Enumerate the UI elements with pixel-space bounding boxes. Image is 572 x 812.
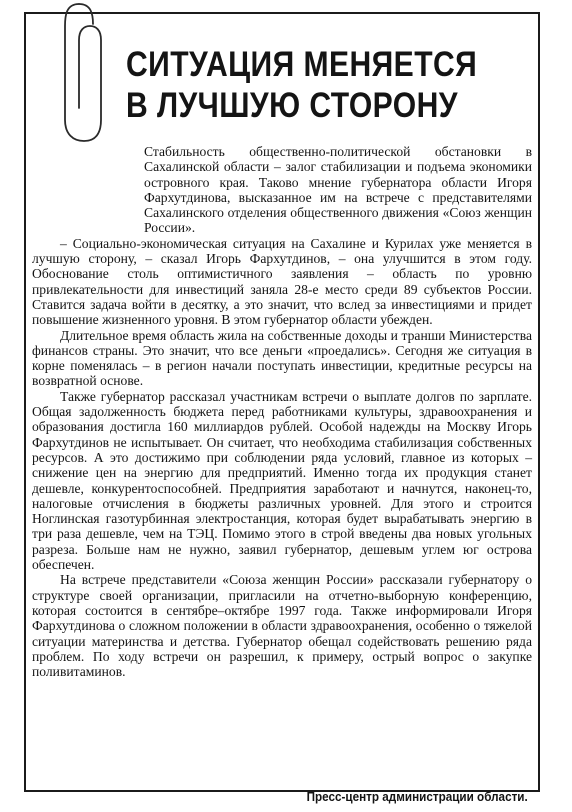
paragraph-2: – Социально-экономическая ситуация на Сахалине и Курилах уже меняется в лучшую сторону, – сказал Игорь Фархутдинов, – она улучшится в этом году. Обоснование столь оптимистичного заявления – область по уровню привлекательности для инвестиций заняла 28-е место среди 89 субъектов России. Ставится задача войти в десятку, а это значит, что вслед за инвестициями и придет повышение жизненного уровня. В этом губернатор области убежден.	[32, 235, 532, 328]
headline-line-2: В ЛУЧШУЮ СТОРОНУ	[126, 86, 458, 125]
article-body	[32, 144, 532, 679]
paperclip-icon	[57, 0, 107, 145]
paragraph-1: Стабильность общественно-политической обстановки в Сахалинской области – залог стабилизации и подъема экономики островного края. Таково мнение губернатора области Игоря Фархутдинова, высказанное им на встрече с представителями Сахалинского отделения общественного движения «Союз женщин России».	[144, 144, 532, 236]
paragraph-3: Длительное время область жила на собственные доходы и транши Министерства финансов страны. Это значит, что все деньги «проедались». Сегодня же ситуация в корне поменялась – в регион начали поступать инвестиции, кредитные ресурсы на возвратной основе.	[32, 327, 532, 389]
headline-line-1: СИТУАЦИЯ МЕНЯЕТСЯ	[126, 45, 478, 84]
paragraph-4: Также губернатор рассказал участникам встречи о выплате долгов по зарплате. Общая задолженность бюджета перед работниками культуры, здравоохранения и образования достигла 160 миллиардов рублей. Особой надежды на Москву Игорь Фархутдинов не испытывает. Он считает, что необходима стабилизация собственных ресурсов. А это достижимо при соблюдении ряда условий, главное из которых – снижение цен на энергию для предприятий. Именно тогда их продукция станет дешевле, конкурентоспособней. Предприятия заработают и начнутся, наконец-то, налоговые отчисления в бюджеты различных уровней. Для этого и строится Ноглинская газотурбинная электростанция, которая будет вырабатывать энергию в три раза дешевле, чем на ТЭЦ. Помимо этого в строй введены два новых угольных разреза. Больше нам не нужно, заявил губернатор, дешевым углем юг острова обеспечен.	[32, 388, 532, 573]
article-signature: Пресс-центр администрации области.	[306, 789, 528, 804]
article-headline	[126, 44, 479, 126]
paragraph-5: На встрече представители «Союза женщин России» рассказали губернатору о структуре своей организации, пригласили на отчетно-выборную конференцию, которая состоится в сентябре–октябре 1997 года. Также информировали Игоря Фархутдинова о сложном положении в области здравоохранения, особенно о тяжелой ситуации материнства и детства. Губернатор обещал содействовать решению ряда проблем. По ходу встречи он разрешил, к примеру, острый вопрос о закупке поливитаминов.	[32, 572, 532, 680]
